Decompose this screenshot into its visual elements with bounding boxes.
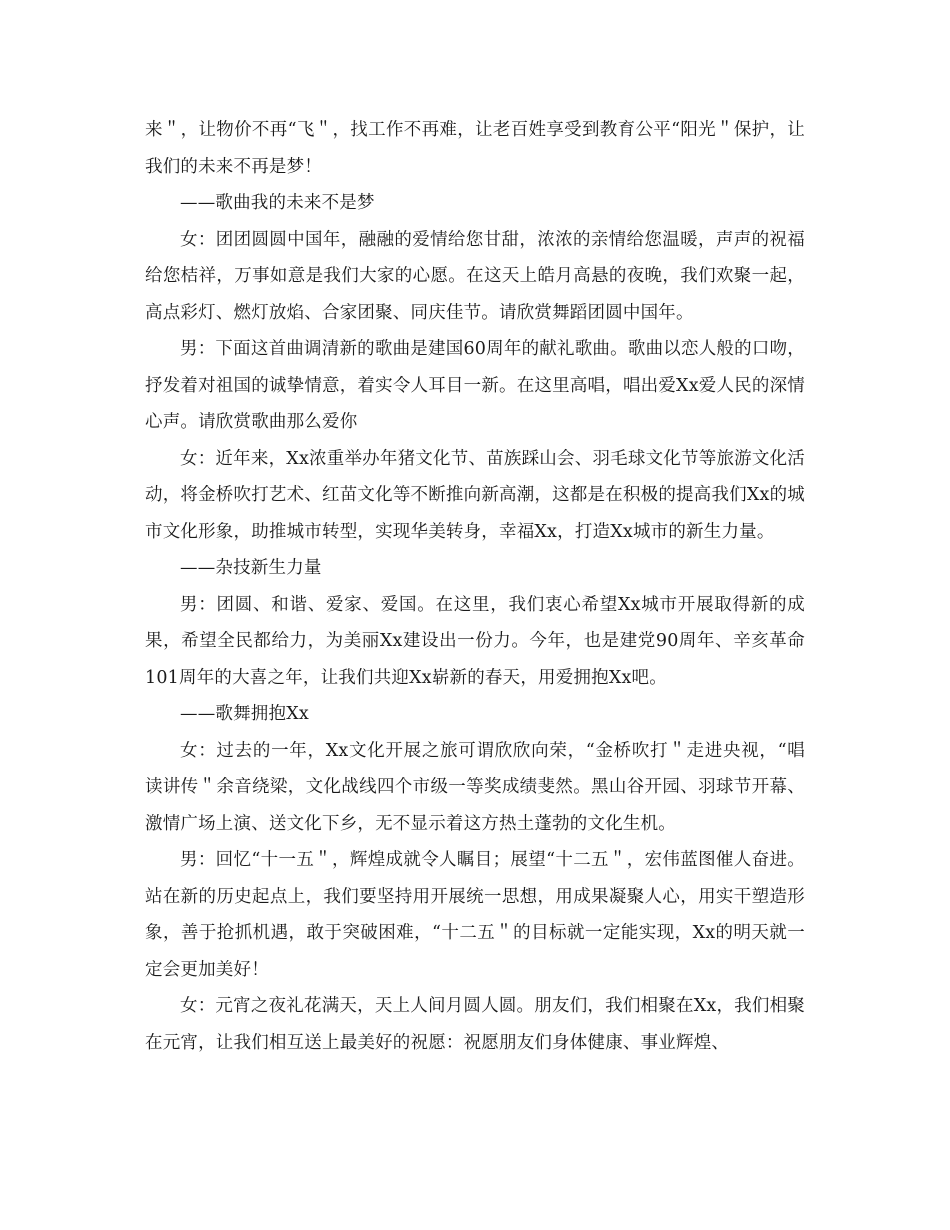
paragraph-continuation: 来＂，让物价不再“飞＂，找工作不再难，让老百姓享受到教育公平“阳光＂保护，让我们的未来不再是梦！ <box>145 120 805 177</box>
program-title-dance: ——歌舞拥抱Xx <box>180 704 309 724</box>
program-title-song: ——歌曲我的未来不是梦 <box>180 193 375 213</box>
document-body <box>145 112 805 1061</box>
paragraph-female-host: 女：元宵之夜礼花满天，天上人间月圆人圆。朋友们，我们相聚在Xx，我们相聚在元宵，让我们相互送上最美好的祝愿：祝愿朋友们身体健康、事业辉煌、 <box>145 996 805 1053</box>
paragraph-female-host: 女：过去的一年，Xx文化开展之旅可谓欣欣向荣，“金桥吹打＂走进央视，“唱读讲传＂余音绕梁，文化战线四个市级一等奖成绩斐然。黑山谷开园、羽球节开幕、激情广场上演、送文化下乡，无不显示着这方热土蓬勃的文化生机。 <box>145 740 805 834</box>
paragraph-female-host: 女：团团圆圆中国年，融融的爱情给您甘甜，浓浓的亲情给您温暖，声声的祝福给您桔祥，万事如意是我们大家的心愿。在这天上皓月高悬的夜晚，我们欢聚一起，高点彩灯、燃灯放焰、合家团聚、同庆佳节。请欣赏舞蹈团圆中国年。 <box>145 229 805 323</box>
paragraph-male-host: 男：下面这首曲调清新的歌曲是建国60周年的献礼歌曲。歌曲以恋人般的口吻，抒发着对祖国的诚挚情意，着实令人耳目一新。在这里高唱，唱出爱Xx爱人民的深情心声。请欣赏歌曲那么爱你 <box>145 339 805 432</box>
paragraph-female-host: 女：近年来，Xx浓重举办年猪文化节、苗族踩山会、羽毛球文化节等旅游文化活动，将金桥吹打艺术、红苗文化等不断推向新高潮，这都是在积极的提高我们Xx的城市文化形象，助推城市转型，实现华美转身，幸福Xx，打造Xx城市的新生力量。 <box>145 448 805 542</box>
program-title-acrobatics: ——杂技新生力量 <box>180 558 322 578</box>
paragraph-male-host: 男：回忆“十一五＂，辉煌成就令人瞩目；展望“十二五＂，宏伟蓝图催人奋进。站在新的历史起点上，我们要坚持用开展统一思想，用成果凝聚人心，用实干塑造形象，善于抢抓机遇，敢于突破困难，“十二五＂的目标就一定能实现，Xx的明天就一定会更加美好！ <box>145 850 805 980</box>
paragraph-male-host: 男：团圆、和谐、爱家、爱国。在这里，我们衷心希望Xx城市开展取得新的成果，希望全民都给力，为美丽Xx建设出一份力。今年，也是建党90周年、辛亥革命101周年的大喜之年，让我们共迎Xx崭新的春天，用爱拥抱Xx吧。 <box>145 594 805 688</box>
